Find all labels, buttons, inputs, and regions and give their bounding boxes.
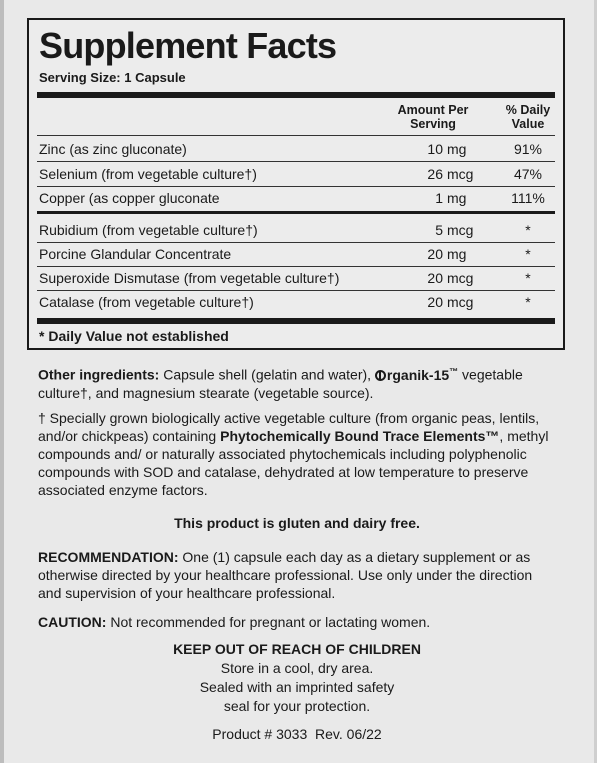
nutrient-name: Selenium (from vegetable culture†) — [39, 166, 257, 182]
gluten-free-statement: This product is gluten and dairy free. — [174, 515, 420, 531]
nutrient-unit: mcg — [447, 270, 474, 286]
nutrient-row — [37, 162, 555, 186]
nutrient-row — [37, 186, 555, 210]
storage-line-2: Sealed with an imprinted safety — [199, 679, 395, 695]
caution-label: CAUTION: — [38, 614, 107, 630]
thick-divider — [37, 92, 555, 98]
product-number: Product # 3033 Rev. 06/22 — [212, 726, 382, 742]
nutrient-unit: mg — [447, 246, 467, 262]
nutrient-name: Zinc (as zinc gluconate) — [39, 141, 187, 157]
nutrient-unit: mg — [447, 190, 467, 206]
nutrient-row — [37, 290, 555, 314]
nutrient-name: Catalase (from vegetable culture†) — [39, 294, 254, 310]
other-ingredients-text-after: vegetable culture†, and magnesium stearate (vegetable source). — [38, 366, 523, 401]
storage-line-1: Store in a cool, dry area. — [220, 660, 374, 676]
nutrient-dv: * — [525, 294, 531, 310]
caution-text: Not recommended for pregnant or lactating women. — [106, 614, 431, 630]
amount-header-line2: Serving — [410, 117, 456, 131]
trademark: ™ — [449, 366, 459, 376]
nutrient-row — [37, 266, 555, 290]
culture-note-text-after: , methyl compounds and/ or naturally associated phytochemicals including polyphenolic compounds with SOD and catalase, dehydrated at low temperature to preserve associated enzyme factors. — [38, 428, 549, 498]
nutrient-row — [37, 218, 555, 242]
other-ingredients — [38, 362, 558, 402]
left-edge — [0, 0, 4, 763]
nutrient-unit: mcg — [447, 166, 474, 182]
nutrient-amount: 26 — [427, 166, 443, 182]
section-divider — [37, 211, 555, 214]
recommendation-text: One (1) capsule each day as a dietary supplement or as otherwise directed by your healthcare professional. Use only under the direction and supervision of your healthcare professional. — [38, 549, 533, 601]
nutrient-dv: 91% — [513, 141, 543, 157]
culture-note-bold: Phytochemically Bound Trace Elements™ — [220, 428, 500, 444]
nutrient-row — [37, 137, 555, 161]
keep-out-warning: KEEP OUT OF REACH OF CHILDREN — [173, 641, 421, 657]
nutrient-amount: 20 — [427, 270, 443, 286]
supplement-facts-panel — [27, 18, 565, 350]
storage-line-3: seal for your protection. — [223, 698, 371, 714]
nutrient-name: Porcine Glandular Concentrate — [39, 246, 232, 262]
other-ingredients-text: Capsule shell (gelatin and water), — [159, 366, 375, 383]
other-ingredients-label: Other ingredients: — [38, 366, 160, 383]
organik-brand: rganik-15 — [386, 366, 450, 383]
nutrient-dv: * — [525, 222, 531, 238]
nutrient-name: Superoxide Dismutase (from vegetable culture†) — [39, 270, 340, 286]
caution — [38, 613, 558, 631]
nutrient-dv: * — [525, 270, 531, 286]
daily-value-footnote: * Daily Value not established — [39, 328, 229, 344]
daily-value-header — [497, 103, 559, 131]
recommendation — [38, 548, 558, 602]
amount-header-line1: Amount Per — [397, 103, 469, 117]
facts-title: Supplement Facts — [39, 25, 337, 66]
nutrient-dv: 111% — [511, 190, 545, 206]
amount-per-serving-header — [393, 103, 473, 131]
nutrient-dv: 47% — [513, 166, 543, 182]
nutrient-unit: mcg — [447, 222, 474, 238]
nutrient-row — [37, 242, 555, 266]
thick-divider-bottom — [37, 318, 555, 324]
serving-size: Serving Size: 1 Capsule — [39, 70, 186, 85]
recommendation-label: RECOMMENDATION: — [38, 549, 179, 565]
nutrient-name: Rubidium (from vegetable culture†) — [39, 222, 258, 238]
nutrient-amount: 10 — [427, 141, 443, 157]
dv-header-line1: % Daily — [505, 103, 551, 117]
header-divider — [37, 135, 555, 136]
organik-logo-icon — [375, 370, 386, 381]
nutrient-dv: * — [525, 246, 531, 262]
nutrient-amount: 20 — [427, 246, 443, 262]
dv-header-line2: Value — [511, 117, 545, 131]
culture-note-text: † Specially grown biologically active vegetable culture (from organic peas, lentils, and/or chickpeas) containing — [38, 410, 540, 444]
nutrient-amount: 20 — [427, 294, 443, 310]
nutrient-unit: mcg — [447, 294, 474, 310]
nutrient-amount: 1 — [435, 190, 443, 206]
culture-note — [38, 409, 558, 499]
nutrient-amount: 5 — [435, 222, 443, 238]
nutrient-name: Copper (as copper gluconate — [39, 190, 220, 206]
nutrient-unit: mg — [447, 141, 467, 157]
